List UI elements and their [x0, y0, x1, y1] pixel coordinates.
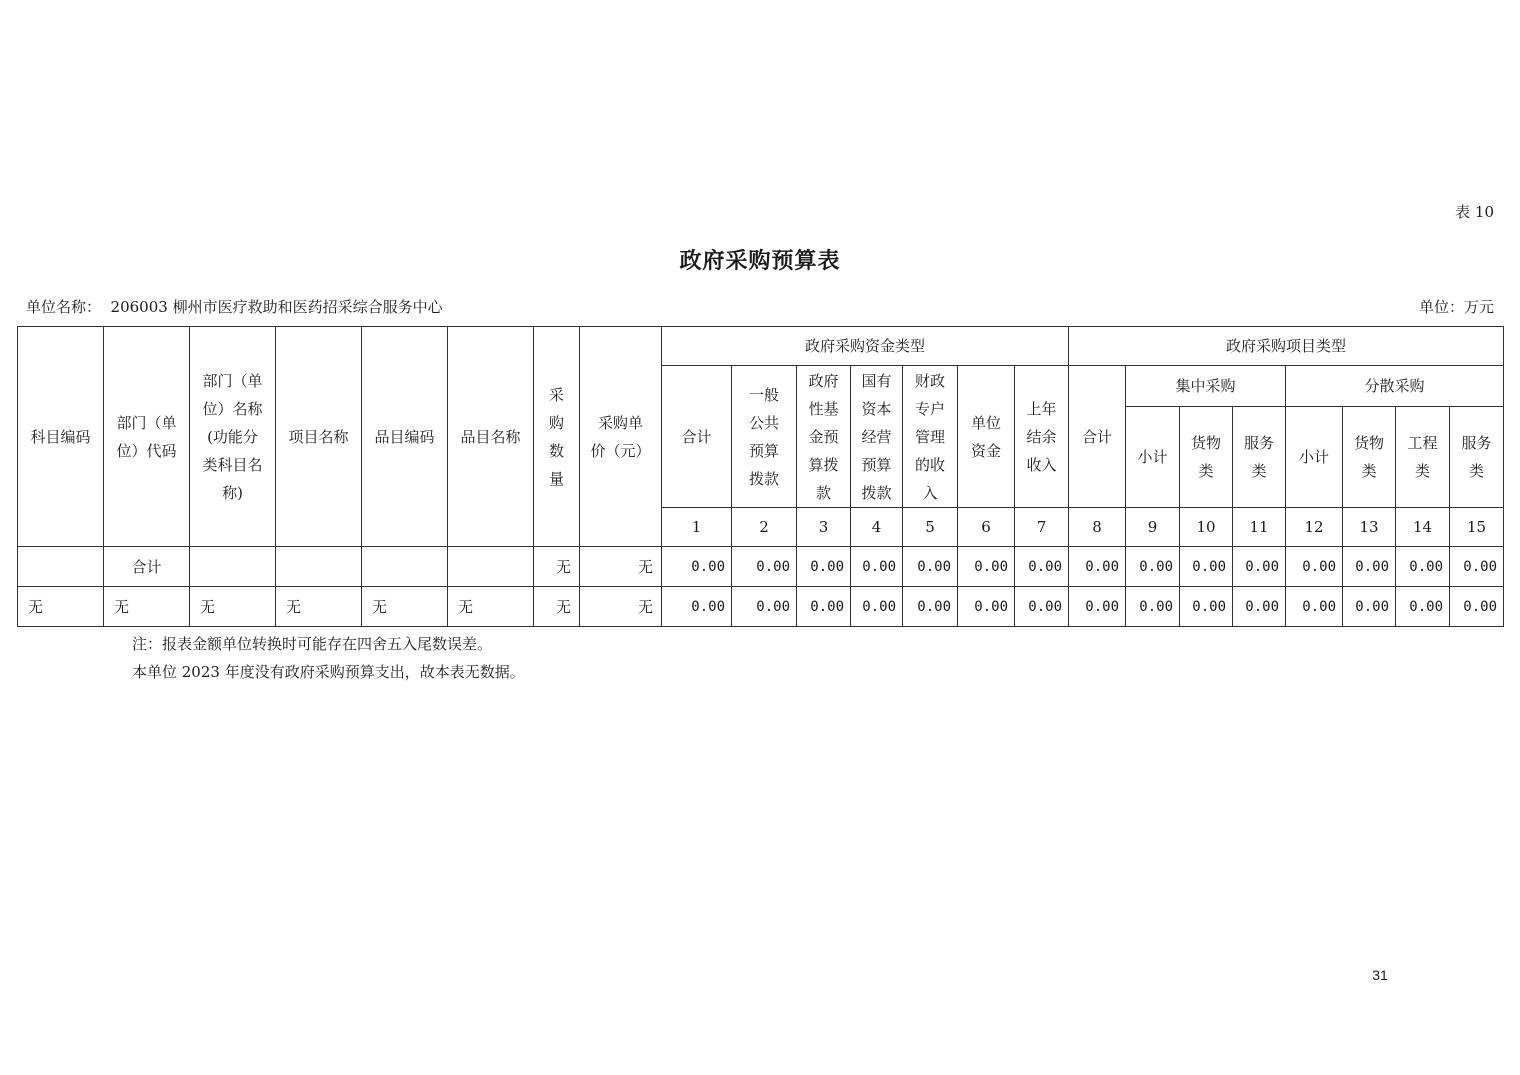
cell-quantity: 无: [534, 587, 580, 627]
cell-item-name: 无: [448, 587, 534, 627]
header-item-code: 品目编码: [362, 327, 448, 547]
cell-value: 0.00: [1126, 587, 1180, 627]
header-unit-funds: 单位 资金: [958, 366, 1015, 508]
currency-unit: 单位：万元: [1418, 298, 1494, 316]
header-c-services: 服务 类: [1233, 407, 1286, 508]
col-number: 7: [1015, 508, 1069, 547]
header-item-name: 品目名称: [448, 327, 534, 547]
page-title: 政府采购预算表: [679, 248, 841, 274]
cell-subject-code: 无: [18, 587, 104, 627]
cell-value: 0.00: [903, 587, 958, 627]
header-project-total: 合计: [1069, 366, 1126, 508]
header-general-budget: 一般 公共 预算 拨款: [732, 366, 797, 508]
cell-project-name: [276, 547, 362, 587]
cell-value: 0.00: [1396, 587, 1450, 627]
header-d-subtotal: 小计: [1286, 407, 1343, 508]
cell-value: 0.00: [1286, 587, 1343, 627]
header-dept-name: 部门（单 位）名称 (功能分 类科目名 称): [190, 327, 276, 547]
header-fund-type: 政府采购资金类型: [662, 327, 1069, 366]
cell-value: 0.00: [851, 587, 903, 627]
header-subject-code: 科目编码: [18, 327, 104, 547]
cell-quantity: 无: [534, 547, 580, 587]
cell-dept-code: 无: [104, 587, 190, 627]
cell-item-name: [448, 547, 534, 587]
cell-item-code: [362, 547, 448, 587]
header-d-engineering: 工程 类: [1396, 407, 1450, 508]
unit-name: 单位名称： 206003 柳州市医疗救助和医药招采综合服务中心: [26, 298, 443, 316]
cell-value: 0.00: [662, 587, 732, 627]
cell-value: 0.00: [958, 587, 1015, 627]
cell-subject-code: [18, 547, 104, 587]
col-number: 2: [732, 508, 797, 547]
col-number: 4: [851, 508, 903, 547]
header-unit-price: 采购单 价（元）: [580, 327, 662, 547]
cell-value: 0.00: [732, 587, 797, 627]
cell-dept-code: 合计: [104, 547, 190, 587]
col-number: 9: [1126, 508, 1180, 547]
cell-value: 0.00: [1286, 547, 1343, 587]
header-d-goods: 货物 类: [1343, 407, 1396, 508]
col-number: 13: [1343, 508, 1396, 547]
cell-value: 0.00: [662, 547, 732, 587]
header-centralized: 集中采购: [1126, 366, 1286, 407]
cell-value: 0.00: [958, 547, 1015, 587]
cell-value: 0.00: [1069, 587, 1126, 627]
col-number: 5: [903, 508, 958, 547]
cell-dept-name: 无: [190, 587, 276, 627]
col-number: 12: [1286, 508, 1343, 547]
procurement-budget-table: [17, 326, 1504, 627]
table-row: [18, 587, 1504, 627]
header-quantity: 采 购 数 量: [534, 327, 580, 547]
header-fiscal-account: 财政 专户 管理 的收 入: [903, 366, 958, 508]
page-number: 31: [1372, 967, 1388, 983]
col-number: 14: [1396, 508, 1450, 547]
table-row-total: [18, 547, 1504, 587]
cell-value: 0.00: [1180, 547, 1233, 587]
cell-value: 0.00: [1450, 547, 1504, 587]
cell-unit-price: 无: [580, 587, 662, 627]
col-number: 8: [1069, 508, 1126, 547]
cell-value: 0.00: [1343, 587, 1396, 627]
col-number: 3: [797, 508, 851, 547]
col-number: 15: [1450, 508, 1504, 547]
footnote-rounding: 注：报表金额单位转换时可能存在四舍五入尾数误差。: [132, 635, 493, 653]
header-fund-total: 合计: [662, 366, 732, 508]
cell-value: 0.00: [1015, 587, 1069, 627]
cell-project-name: 无: [276, 587, 362, 627]
footnote-no-data: 本单位 2023 年度没有政府采购预算支出，故本表无数据。: [132, 663, 525, 681]
col-number: 1: [662, 508, 732, 547]
cell-value: 0.00: [797, 587, 851, 627]
header-gov-fund: 政府 性基 金预 算拨 款: [797, 366, 851, 508]
header-dept-code: 部门（单 位）代码: [104, 327, 190, 547]
cell-unit-price: 无: [580, 547, 662, 587]
col-number: 10: [1180, 508, 1233, 547]
header-c-goods: 货物 类: [1180, 407, 1233, 508]
cell-value: 0.00: [1343, 547, 1396, 587]
cell-value: 0.00: [1015, 547, 1069, 587]
cell-value: 0.00: [851, 547, 903, 587]
cell-value: 0.00: [1180, 587, 1233, 627]
cell-value: 0.00: [903, 547, 958, 587]
col-number: 6: [958, 508, 1015, 547]
cell-dept-name: [190, 547, 276, 587]
header-state-capital: 国有 资本 经营 预算 拨款: [851, 366, 903, 508]
col-number: 11: [1233, 508, 1286, 547]
table-number: 表 10: [1455, 203, 1494, 221]
header-d-services: 服务 类: [1450, 407, 1504, 508]
cell-value: 0.00: [1233, 547, 1286, 587]
header-project-name: 项目名称: [276, 327, 362, 547]
header-decentralized: 分散采购: [1286, 366, 1504, 407]
cell-value: 0.00: [797, 547, 851, 587]
cell-value: 0.00: [1069, 547, 1126, 587]
header-c-subtotal: 小计: [1126, 407, 1180, 508]
header-project-type: 政府采购项目类型: [1069, 327, 1504, 366]
cell-value: 0.00: [732, 547, 797, 587]
cell-value: 0.00: [1450, 587, 1504, 627]
cell-value: 0.00: [1126, 547, 1180, 587]
cell-value: 0.00: [1233, 587, 1286, 627]
cell-item-code: 无: [362, 587, 448, 627]
header-prev-balance: 上年 结余 收入: [1015, 366, 1069, 508]
cell-value: 0.00: [1396, 547, 1450, 587]
